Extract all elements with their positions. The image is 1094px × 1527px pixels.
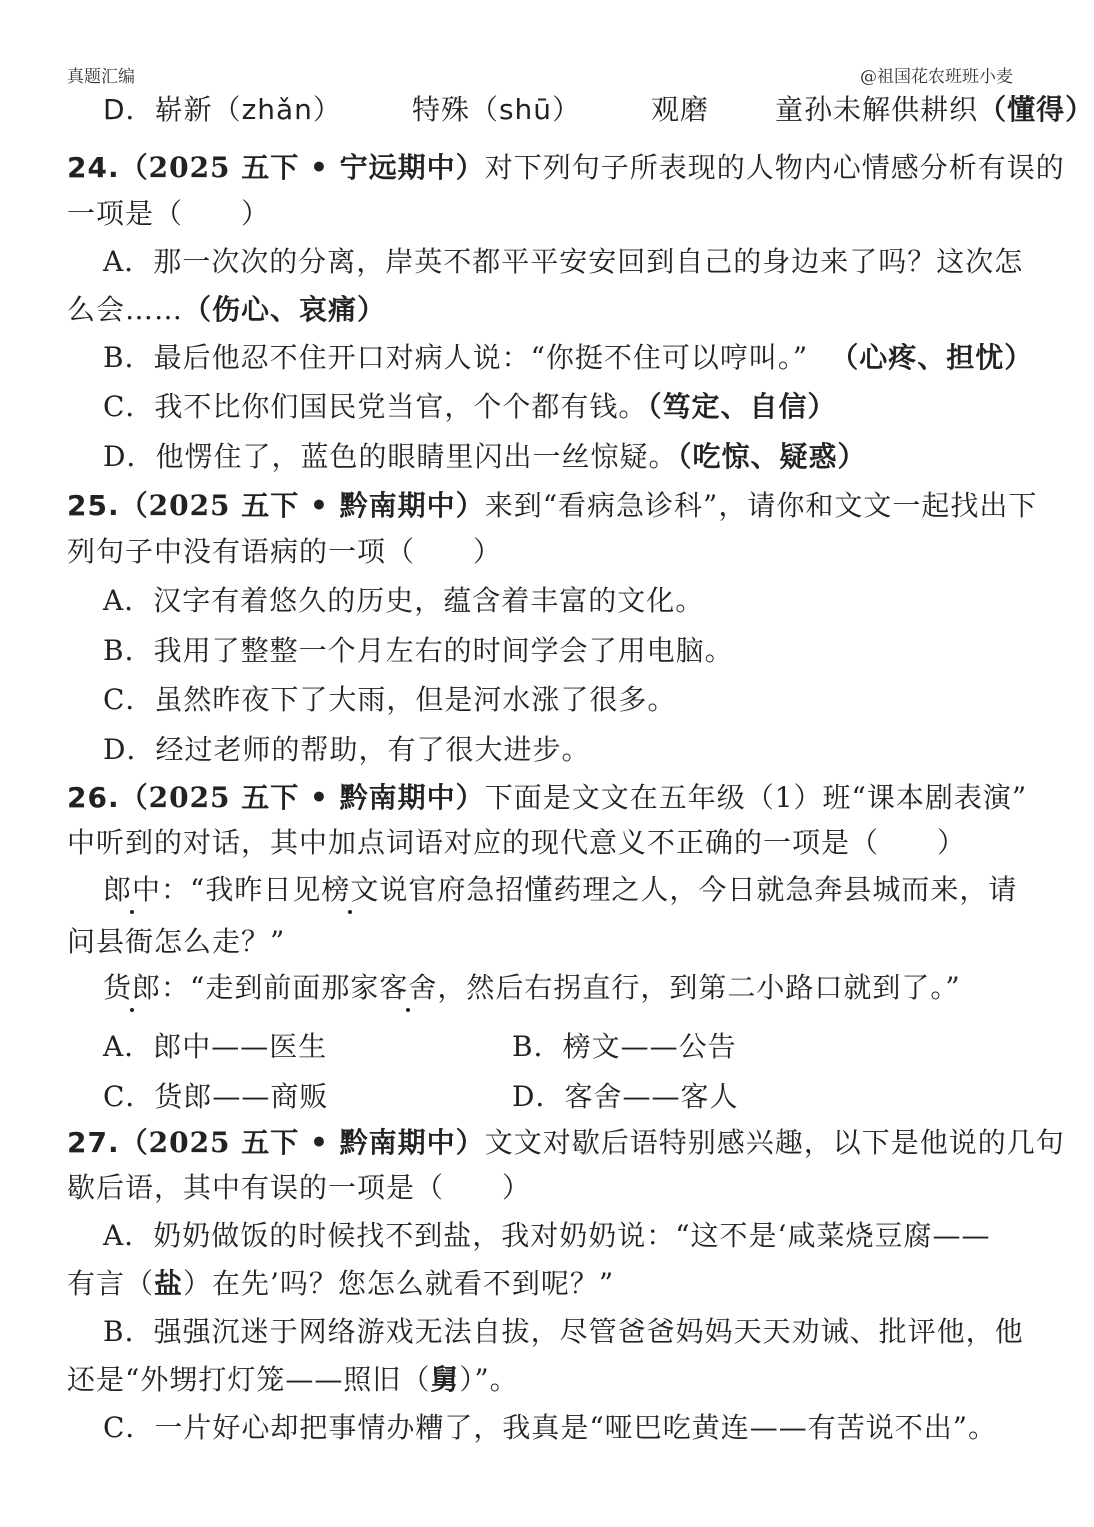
q24-stem: 24.（2025 五下 • 宁远期中）对下列句子所表现的人物内心情感分析有误的 (67, 151, 1065, 184)
q26-dialogue-2: 货郎：“走到前面那家客舍，然后右拐直行，到第二小路口就到了。” (103, 971, 961, 1004)
q24-option-b: B．最后他忍不住开口对病人说：“你挺不住可以哼叫。” （心疼、担忧） (103, 341, 1034, 374)
q27-option-a: A．奶奶做饭的时候找不到盐，我对奶奶说：“这不是‘咸菜烧豆腐—— (103, 1219, 991, 1252)
q27-option-a-cont: 有言（盐）在先’吗？您怎么就看不到呢？” (67, 1267, 615, 1300)
q26-dialogue-1: 郎中：“我昨日见榜文说官府急招懂药理之人，今日就急奔县城而来，请 (103, 873, 1018, 906)
q25-option-a: A．汉字有着悠久的历史，蕴含着丰富的文化。 (103, 584, 705, 617)
header-right-text: @祖国花农班班小麦 (860, 67, 1013, 87)
q23-option-d: D．崭新（zhǎn） 特殊（shū） 观磨 童孙未解供耕织（懂得） (103, 93, 1094, 126)
header-left-text: 真题汇编 (67, 67, 135, 87)
q25-stem: 25.（2025 五下 • 黔南期中）来到“看病急诊科”，请你和文文一起找出下 (67, 489, 1038, 522)
dotted-word-langzhong: 郎中 (103, 873, 162, 906)
q27-option-c: C．一片好心却把事情办糟了，我真是“哑巴吃黄连——有苦说不出”。 (103, 1411, 998, 1444)
q23d-word4: 童孙未解供耕织 (775, 93, 979, 126)
q26-option-b: B．榜文——公告 (512, 1030, 737, 1063)
q25-option-b: B．我用了整整一个月左右的时间学会了用电脑。 (103, 634, 734, 667)
q24-option-a: A．那一次次的分离，岸英不都平平安安回到自己的身边来了吗？这次怎 (103, 245, 1024, 278)
q27-stem-cont: 歇后语，其中有误的一项是（ ） (67, 1171, 532, 1204)
q24-stem-cont: 一项是（ ） (67, 197, 271, 230)
dotted-word-huolang: 货郎 (103, 971, 162, 1004)
q24-option-d: D．他愣住了，蓝色的眼睛里闪出一丝惊疑。（吃惊、疑惑） (103, 440, 867, 473)
q23d-word3: 观磨 (651, 93, 710, 126)
dotted-word-keshe: 客舍 (379, 971, 438, 1004)
q27-option-b-cont: 还是“外甥打灯笼——照旧（舅）”。 (67, 1363, 519, 1396)
q27-option-b: B．强强沉迷于网络游戏无法自拔，尽管爸爸妈妈天天劝诫、批评他，他 (103, 1315, 1024, 1348)
dotted-word-bangwen: 榜文 (321, 873, 380, 906)
q24-option-a-cont: 么会……（伤心、哀痛） (67, 293, 387, 326)
q26-stem: 26.（2025 五下 • 黔南期中）下面是文文在五年级（1）班“课本剧表演” (67, 781, 1028, 814)
page-header (67, 62, 1013, 90)
q25-option-d: D．经过老师的帮助，有了很大进步。 (103, 733, 591, 766)
q26-option-a: A．郎中——医生 (103, 1030, 328, 1063)
q25-stem-cont: 列句子中没有语病的一项（ ） (67, 535, 503, 568)
q23d-word1: 崭新 (154, 93, 213, 126)
q26-option-c: C．货郎——商贩 (103, 1080, 329, 1113)
q23d-word2: 特殊 (411, 93, 470, 126)
q27-stem: 27.（2025 五下 • 黔南期中）文文对歇后语特别感兴趣，以下是他说的几句 (67, 1126, 1065, 1159)
q26-stem-cont: 中听到的对话，其中加点词语对应的现代意义不正确的一项是（ ） (67, 826, 967, 859)
q25-option-c: C．虽然昨夜下了大雨，但是河水涨了很多。 (103, 683, 677, 716)
q26-dialogue-1-cont: 问县衙怎么走？” (67, 925, 286, 958)
q26-option-d: D．客舍——客人 (512, 1080, 739, 1113)
q24-option-c: C．我不比你们国民党当官，个个都有钱。（笃定、自信） (103, 390, 837, 423)
